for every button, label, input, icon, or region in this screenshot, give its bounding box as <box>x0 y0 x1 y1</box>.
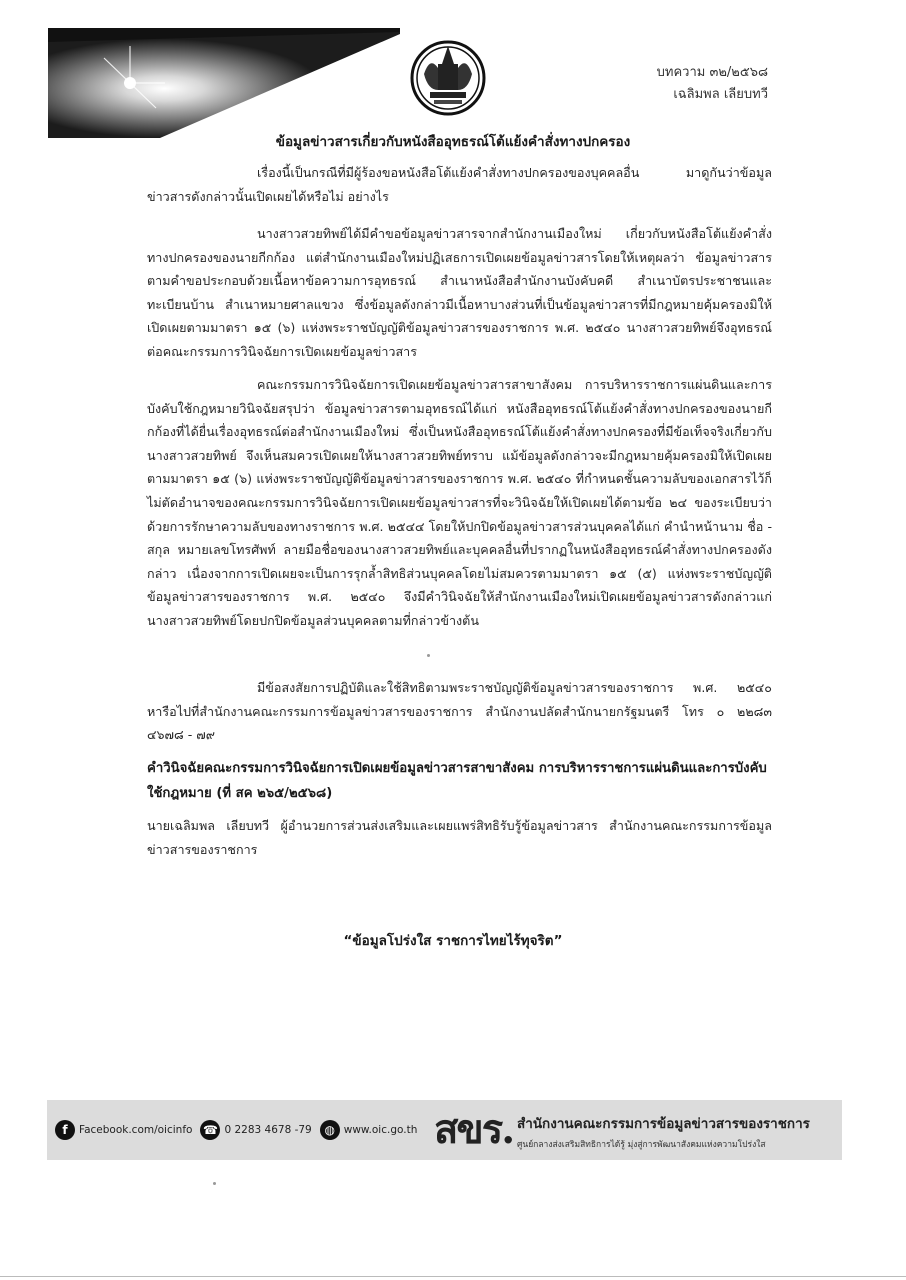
facebook-link[interactable] <box>55 1120 192 1140</box>
document-title: ข้อมูลข่าวสารเกี่ยวกับหนังสืออุทธรณ์โต้แย้งคำสั่งทางปกครอง <box>275 134 631 150</box>
ruling-heading: คำวินิจฉัยคณะกรรมการวินิจฉัยการเปิดเผยข้อมูลข่าวสารสาขาสังคม การบริหารราชการแผ่นดินและการบังคับใช้กฎหมาย (ที่ สค ๒๖๕/๒๕๖๘) <box>147 761 767 801</box>
scan-speck <box>213 1182 216 1185</box>
facebook-text: Facebook.com/oicinfo <box>79 1124 193 1136</box>
organization-tagline: ศูนย์กลางส่งเสริมสิทธิการได้รู้ มุ่งสู่การพัฒนาสังคมแห่งความโปร่งใส <box>517 1140 766 1150</box>
slogan: “ข้อมูลโปร่งใส ราชการไทยไร้ทุจริต” <box>343 933 563 949</box>
page-edge <box>0 1276 906 1277</box>
globe-icon: ◍ <box>320 1120 340 1140</box>
facebook-icon: f <box>55 1120 75 1140</box>
article-meta <box>657 62 768 106</box>
contact-paragraph: มีข้อสงสัยการปฏิบัติและใช้สิทธิตามพระราชบัญญัติข้อมูลข่าวสารของราชการ พ.ศ. ๒๕๔๐ หารือไปที่สำนักงานคณะกรรมการข้อมูลข่าวสารของราชการ สำนักงานปลัดสำนักนายกรัฐมนตรี โทร ๐ ๒๒๘๓ ๔๖๗๘ - ๗๙ <box>147 680 772 743</box>
footer-contacts <box>55 1100 425 1160</box>
intro-paragraph: เรื่องนี้เป็นกรณีที่มีผู้ร้องขอหนังสือโต้แย้งคำสั่งทางปกครองของบุคคลอื่น มาดูกันว่าข้อมูลข่าวสารดังกล่าวนั้นเปิดเผยได้หรือไม่ อย่างไร <box>147 165 772 204</box>
organization-name: สำนักงานคณะกรรมการข้อมูลข่าวสารของราชการ <box>517 1116 810 1132</box>
footer-organization <box>517 1112 842 1151</box>
website-link[interactable] <box>320 1120 418 1140</box>
website-text: www.oic.go.th <box>343 1124 418 1136</box>
phone-icon: ☎ <box>200 1120 220 1140</box>
article-author: เฉลิมพล เลียบทวี <box>673 87 768 102</box>
decorative-header-banner <box>0 28 400 138</box>
footer-bar <box>47 1100 842 1160</box>
scan-speck <box>427 654 430 657</box>
author-credit: นายเฉลิมพล เลียบทวี ผู้อำนวยการส่วนส่งเสริมและเผยแพร่สิทธิรับรู้ข้อมูลข่าวสาร สำนักงานคณะกรรมการข้อมูลข่าวสารของราชการ <box>147 818 772 857</box>
facts-paragraph: นางสาวสวยทิพย์ได้มีคำขอข้อมูลข่าวสารจากสำนักงานเมืองใหม่ เกี่ยวกับหนังสือโต้แย้งคำสั่งทางปกครองของนายกีกก้อง แต่สำนักงานเมืองใหม่ปฏิเสธการเปิดเผยข้อมูลข่าวสารโดยให้เหตุผลว่า ข้อมูลข่าวสารตามคำขอประกอบด้วยเนื้อหาข้อความการอุทธรณ์ สำเนาหนังสือสำนักงานบังคับคดี สำเนาบัตรประชาชนและทะเบียนบ้าน สำเนาหมายศาลแขวง ซึ่งข้อมูลดังกล่าวมีเนื้อหาบางส่วนที่เป็นข้อมูลข่าวสารที่มีกฎหมายคุ้มครองมิให้เปิดเผยตามมาตรา ๑๕ (๖) แห่งพระราชบัญญัติข้อมูลข่าวสารของราชการ พ.ศ. ๒๕๔๐ นางสาวสวยทิพย์จึงอุทธรณ์ต่อคณะกรรมการวินิจฉัยการเปิดเผยข้อมูลข่าวสาร <box>147 226 772 359</box>
government-emblem-icon <box>410 34 486 122</box>
article-number: บทความ ๓๒/๒๕๖๘ <box>656 65 768 80</box>
decision-paragraph: คณะกรรมการวินิจฉัยการเปิดเผยข้อมูลข่าวสารสาขาสังคม การบริหารราชการแผ่นดินและการบังคับใช้กฎหมายวินิจฉัยสรุปว่า ข้อมูลข่าวสารตามอุทธรณ์ได้แก่ หนังสืออุทธรณ์โต้แย้งคำสั่งทางปกครองของนายกีกก้องที่ได้ยื่นเรื่องอุทธรณ์ต่อสำนักงานเมืองใหม่ ซึ่งเป็นหนังสืออุทธรณ์โต้แย้งคำสั่งทางปกครองที่มีข้อเท็จจริงเกี่ยวกับนางสาวสวยทิพย์ จึงเห็นสมควรเปิดเผยให้นางสาวสวยทิพย์ทราบ แม้ข้อมูลดังกล่าวจะมีกฎหมายคุ้มครองมิให้เปิดเผยตามมาตรา ๑๕ (๖) แห่งพระราชบัญญัติข้อมูลข่าวสารของราชการ พ.ศ. ๒๕๔๐ ที่กำหนดชั้นความลับของเอกสารไว้ก็ไม่ตัดอำนาจของคณะกรรมการวินิจฉัยการเปิดเผยข้อมูลข่าวสารที่จะวินิจฉัยให้เปิดเผยได้ตามข้อ ๒๔ ของระเบียบว่าด้วยการรักษาความลับของทางราชการ พ.ศ. ๒๕๔๔ โดยให้ปกปิดข้อมูลข่าวสารส่วนบุคคลได้แก่ คำนำหน้านาม ชื่อ - สกุล หมายเลขโทรศัพท์ ลายมือชื่อของนางสาวสวยทิพย์และบุคคลอื่นที่ปรากฏในหนังสืออุทธรณ์คำสั่งทางปกครองดังกล่าว เนื่องจากการเปิดเผยจะเป็นการรุกล้ำสิทธิส่วนบุคคลโดยไม่สมควรตามมาตรา ๑๕ (๕) แห่งพระราชบัญญัติข้อมูลข่าวสารของราชการ พ.ศ. ๒๕๔๐ จึงมีคำวินิจฉัยให้สำนักงานเมืองใหม่เปิดเผยข้อมูลข่าวสารดังกล่าวแก่นางสาวสวยทิพย์โดยปกปิดข้อมูลส่วนบุคคลตามที่กล่าวข้างต้น <box>147 377 772 628</box>
phone-text: 0 2283 4678 -79 <box>224 1124 312 1136</box>
oic-logo: สขร. <box>434 1106 514 1153</box>
phone-link[interactable] <box>200 1120 311 1140</box>
